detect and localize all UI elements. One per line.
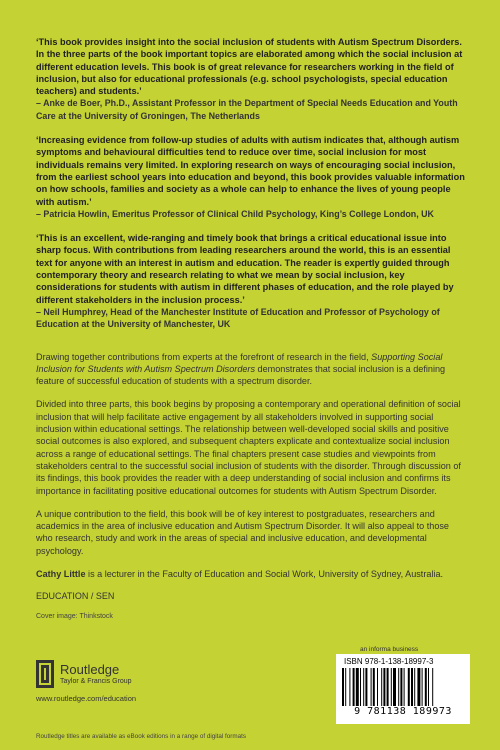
publisher-group: Taylor & Francis Group — [60, 677, 132, 685]
routledge-logo-icon — [36, 660, 54, 688]
quote-text: ‘Increasing evidence from follow-up studies of adults with autism indicates that, although autism symptoms and behavioural difficulties tend to reduce over time, social inclusion for most individuals remains very limited. In exploring research on ways of encouraging social inclusion, from the earliest school years into education and beyond, this book provides valuable information on how schools, families and society as a whole can help to enhance the lives of young people with autism.’ — [36, 135, 465, 207]
footer — [0, 646, 500, 750]
barcode-icon — [342, 668, 464, 706]
publisher-name: Routledge — [60, 661, 120, 677]
back-cover-content — [36, 36, 466, 620]
ebook-note: Routledge titles are available as eBook editions in a range of digital formats — [36, 733, 247, 740]
publisher-url: www.routledge.com/education — [36, 694, 137, 703]
isbn-label: ISBN 978-1-138-18997-3 — [344, 657, 434, 666]
description-paragraph: A unique contribution to the field, this book will be of key interest to postgraduates, researchers and academics in the area of inclusive education and Autism Spectrum Disorder. It will also appeal to those who research, study and work in the areas of special and inclusive education, and developmental psychology. — [36, 508, 449, 556]
description-text: Drawing together contributions from experts at the forefront of research in the field, — [36, 351, 372, 362]
endorsement-quote — [36, 134, 466, 220]
endorsement-quote — [36, 36, 466, 122]
quote-text: ‘This book provides insight into the social inclusion of students with Autism Spectrum Disorders. In the three parts of the book important topics are elaborated among which the social inclusion at different education levels. This book is of great relevance for researchers working in the field of inclusion, but also for educational professionals (e.g. school psychologists, special education teachers) and students.’ — [36, 37, 463, 97]
quote-attribution: – Patricia Howlin, Emeritus Professor of Clinical Child Psychology, King’s College London, UK — [36, 208, 434, 219]
quote-attribution: – Neil Humphrey, Head of the Manchester Institute of Education and Professor of Psychology of Education at the University of Manchester, UK — [36, 306, 440, 330]
description-text: demonstrates that social inclusion is a defining feature of successful education of students with a spectrum disorder. — [36, 363, 446, 387]
description-paragraph — [36, 351, 466, 388]
author-bio-text: is a lecturer in the Faculty of Education and Social Work, University of Sydney, Australia. — [85, 568, 444, 579]
cover-image-credit: Cover image: Thinkstock — [36, 613, 113, 621]
author-bio — [36, 568, 466, 580]
author-name: Cathy Little — [36, 568, 86, 579]
informa-business: an informa business — [360, 646, 419, 653]
subject-category: EDUCATION / SEN — [36, 591, 115, 602]
isbn-digits: 9 781138 189973 — [354, 706, 452, 717]
quote-attribution: – Anke de Boer, Ph.D., Assistant Professor in the Department of Special Needs Education and Youth Care at the University of Groningen, The Netherlands — [36, 98, 458, 121]
isbn-barcode — [336, 654, 470, 724]
book-title: Supporting Social Inclusion for Students with Autism Spectrum Disorders — [36, 351, 443, 374]
publisher-logo — [36, 660, 132, 688]
description-paragraph: Divided into three parts, this book begins by proposing a contemporary and operational definition of social inclusion that will help facilitate active engagement by all stakeholders involved in supporting social inclusion within educational settings. The relationship between well-developed social skills and positive social outcomes is also explored, and subsequent chapters explicate and contextualize social inclusion across a range of educational settings. The final chapters present case studies and viewpoints from stakeholders central to the successful social inclusion of students with the disorder. Through discussion of its findings, this book provides the reader with a deep understanding of social inclusion and confirms its importance in facilitating positive educational outcomes for students with Autism Spectrum Disorder. — [36, 399, 461, 496]
quote-text: ‘This is an excellent, wide-ranging and timely book that brings a critical educational issue into sharp focus. With contributions from leading researchers around the world, this is an essential text for anyone with an interest in autism and education. The reader is expertly guided through contemporary theory and research relating to what we mean by social inclusion, key considerations for students with autism in different phases of education, and the role played by different stakeholders in the inclusion process.’ — [36, 233, 454, 305]
endorsement-quote — [36, 232, 466, 330]
